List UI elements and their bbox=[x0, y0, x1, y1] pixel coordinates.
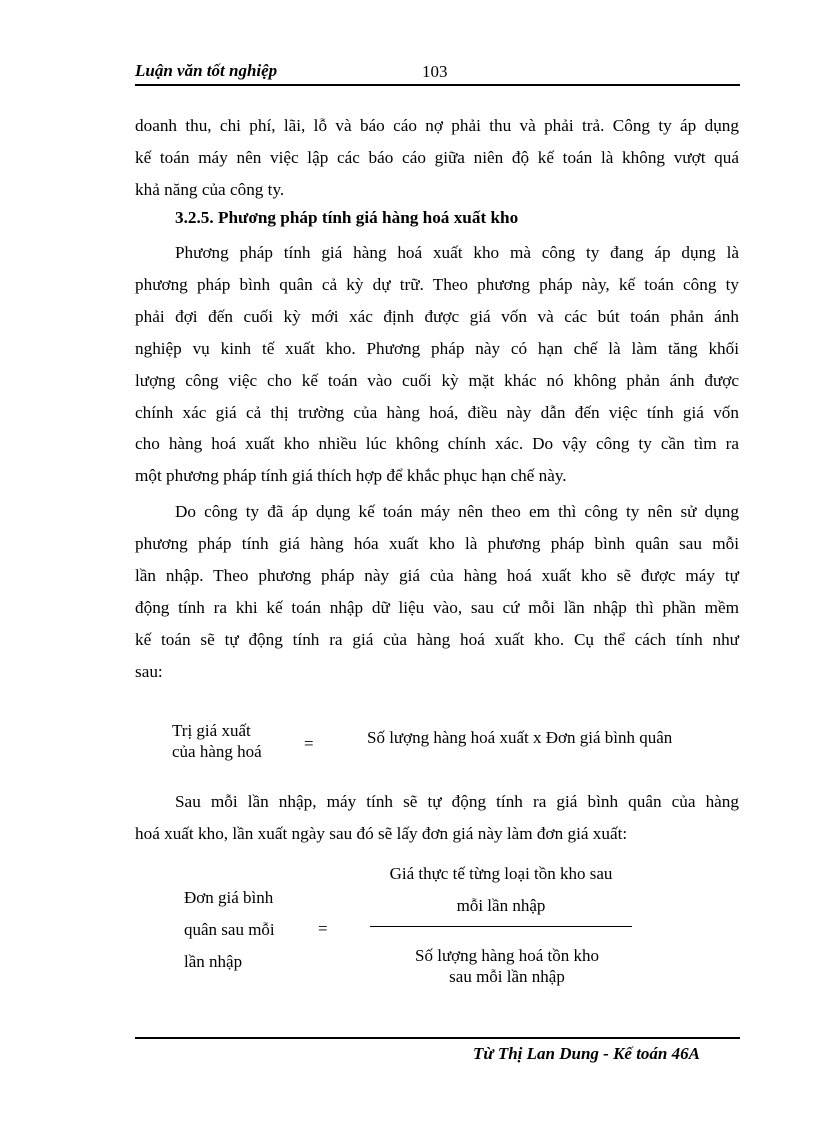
paragraph-current-method bbox=[135, 237, 739, 492]
text-line: hoá xuất kho, lần xuất ngày sau đó sẽ lấy đơn giá này làm đơn giá xuất: bbox=[135, 823, 628, 843]
formula2-numerator-line2: mỗi lần nhập bbox=[456, 896, 546, 915]
text-line: động tính ra khi kế toán nhập dữ liệu vào, sau cứ mỗi lần nhập thì phần mềm bbox=[135, 597, 739, 617]
text-line: lần nhập. Theo phương pháp này giá của hàng hoá xuất kho sẽ được máy tự bbox=[135, 565, 739, 585]
formula1-lhs-line1: Trị giá xuất bbox=[172, 721, 251, 740]
formula1-lhs-line2: của hàng hoá bbox=[172, 742, 262, 761]
text-line: Do công ty đã áp dụng kế toán máy nên theo em thì công ty nên sử dụng bbox=[175, 502, 739, 521]
formula2-equals: = bbox=[318, 919, 328, 938]
text-line: một phương pháp tính giá thích hợp để khắc phục hạn chế này. bbox=[135, 466, 567, 486]
text-line: phương pháp tính giá hàng hóa xuất kho là phương pháp bình quân sau mỗi bbox=[135, 533, 739, 553]
text-line: lượng công việc cho kế toán vào cuối kỳ mặt khác nó không phản ánh được bbox=[135, 370, 739, 390]
footer-rule bbox=[135, 1037, 740, 1039]
formula2-numerator-line1: Giá thực tế từng loại tồn kho sau bbox=[389, 864, 613, 883]
paragraph-after-import bbox=[135, 786, 739, 850]
formula2-denominator-line1: Số lượng hàng hoá tồn kho bbox=[415, 946, 599, 965]
text-line: nghiệp vụ kinh tế xuất kho. Phương pháp này có hạn chế là làm tăng khối bbox=[135, 338, 739, 358]
text-line: phải đợi đến cuối kỳ mới xác định được giá vốn và các bút toán phản ánh bbox=[135, 306, 739, 326]
paragraph-proposal bbox=[135, 496, 739, 687]
text-line: kế toán máy nên việc lập các báo cáo giữa niên độ kế toán là không vượt quá bbox=[135, 147, 739, 167]
header-title: Luận văn tốt nghiệp bbox=[135, 61, 278, 80]
text-line: doanh thu, chi phí, lãi, lỗ và báo cáo nợ phải thu và phải trả. Công ty áp dụng bbox=[135, 116, 739, 135]
formula1-rhs: Số lượng hàng hoá xuất x Đơn giá bình quân bbox=[367, 728, 673, 747]
page-number: 103 bbox=[422, 62, 448, 81]
paragraph-intro bbox=[135, 110, 739, 206]
text-line: phương pháp bình quân cả kỳ dự trữ. Theo phương pháp này, kế toán công ty bbox=[135, 274, 739, 294]
formula2-lhs-line2: quân sau mỗi bbox=[184, 920, 275, 939]
text-line: cho hàng hoá xuất kho nhiều lúc không chính xác. Do vậy công ty cần tìm ra bbox=[135, 434, 739, 454]
formula2-lhs-line1: Đơn giá bình bbox=[184, 888, 274, 907]
text-line: sau: bbox=[135, 661, 163, 681]
header-rule bbox=[135, 84, 740, 86]
footer-author: Từ Thị Lan Dung - Kế toán 46A bbox=[473, 1044, 700, 1063]
section-heading: 3.2.5. Phương pháp tính giá hàng hoá xuất kho bbox=[175, 208, 519, 227]
text-line: Sau mỗi lần nhập, máy tính sẽ tự động tính ra giá bình quân của hàng bbox=[175, 792, 739, 811]
formula1-equals: = bbox=[304, 734, 314, 753]
formula2-denominator-line2: sau mỗi lần nhập bbox=[449, 967, 565, 986]
formula2-lhs-line3: lần nhập bbox=[184, 952, 243, 971]
text-line: chính xác giá cả thị trường của hàng hoá, điều này dẫn đến việc tính giá vốn bbox=[135, 402, 739, 422]
text-line: Phương pháp tính giá hàng hoá xuất kho mà công ty đang áp dụng là bbox=[175, 243, 739, 262]
text-line: khả năng của công ty. bbox=[135, 179, 285, 199]
fraction-bar bbox=[370, 926, 632, 927]
text-line: kế toán sẽ tự động tính ra giá của hàng hoá xuất kho. Cụ thể cách tính như bbox=[135, 629, 739, 649]
